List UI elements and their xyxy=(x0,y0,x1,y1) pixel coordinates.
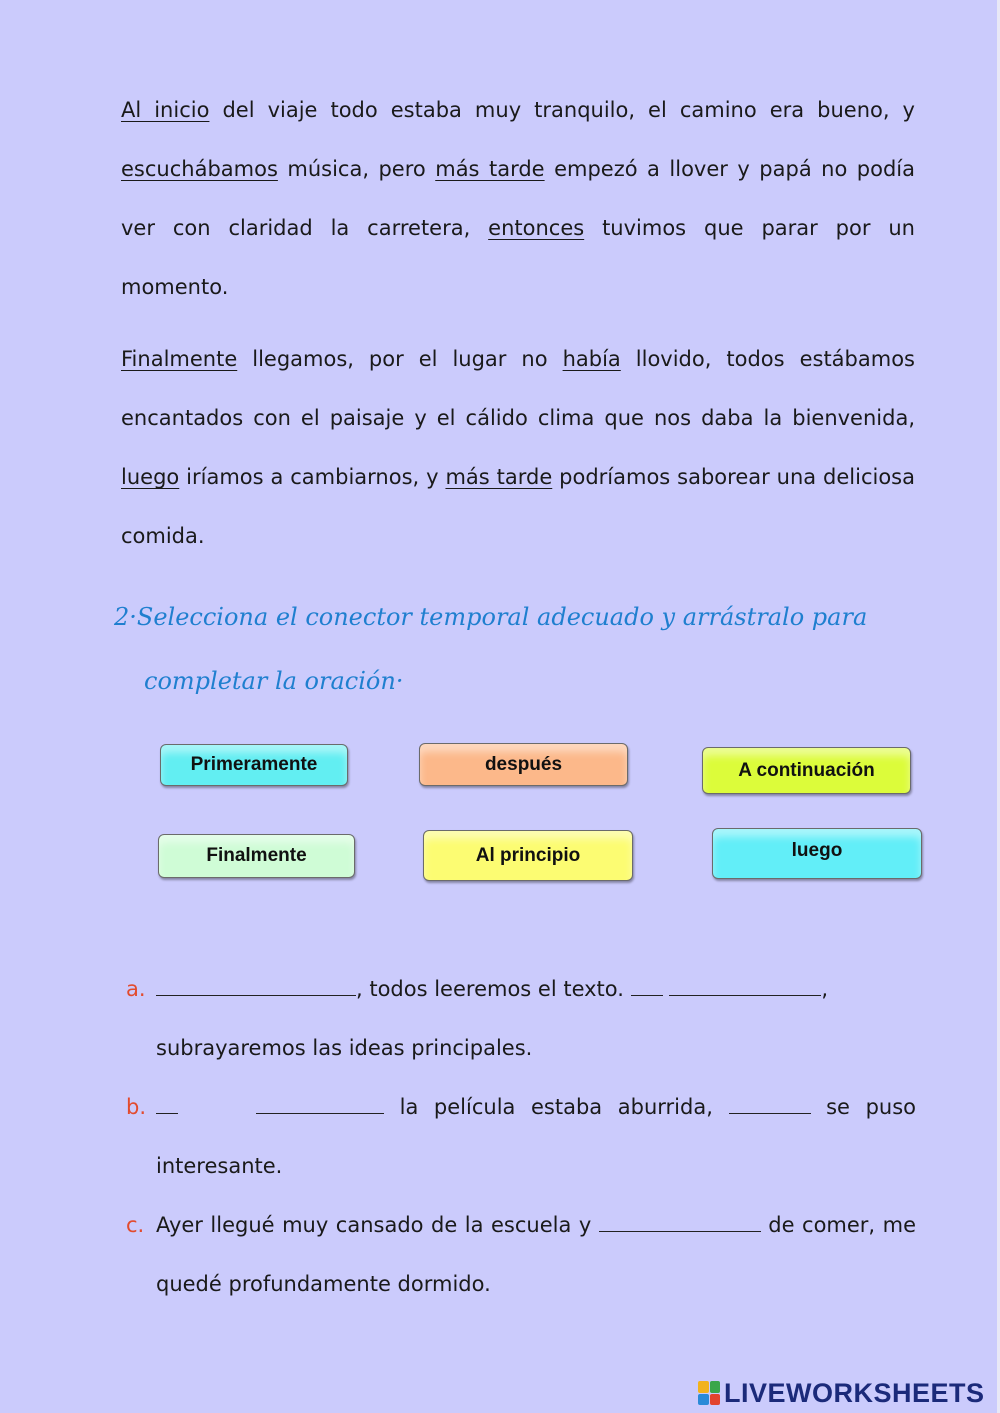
sentence-letter: b. xyxy=(126,1095,147,1119)
sentence-body xyxy=(156,1078,916,1196)
sentence-b xyxy=(126,1078,916,1196)
paragraph-2 xyxy=(121,330,915,566)
paragraph-text: del viaje todo estaba muy tranquilo, el camino era bueno, y xyxy=(209,98,915,122)
sentence-letter: c. xyxy=(126,1213,145,1237)
sentence-text: , xyxy=(821,977,829,1001)
answer-blank[interactable] xyxy=(156,973,356,996)
answer-blank[interactable] xyxy=(669,973,821,996)
underlined-connector: entonces xyxy=(488,216,585,240)
sentence-body xyxy=(156,1196,916,1314)
answer-blank[interactable] xyxy=(156,1091,178,1114)
sentence-text: la película estaba aburrida, xyxy=(384,1095,729,1119)
sentence-text: se puso interesante. xyxy=(156,1095,916,1178)
underlined-connector: luego xyxy=(121,465,180,489)
paragraph-text: podríamos saborear una deliciosa comida. xyxy=(121,465,915,548)
underlined-word: escuchábamos xyxy=(121,157,278,181)
underlined-connector: más tarde xyxy=(445,465,553,489)
sentence-body xyxy=(156,960,916,1078)
underlined-connector: Finalmente xyxy=(121,347,238,371)
chip-al-principio[interactable]: Al principio xyxy=(423,830,633,881)
sentence-text: subrayaremos las ideas principales. xyxy=(156,1036,533,1060)
chip-luego[interactable]: luego xyxy=(712,828,922,879)
answer-blank[interactable] xyxy=(599,1209,761,1232)
answer-blank[interactable] xyxy=(631,973,663,996)
answer-blank[interactable] xyxy=(256,1091,384,1114)
sentence-a xyxy=(126,960,916,1078)
instruction-line-2: completar la oración· xyxy=(144,667,404,695)
underlined-word: había xyxy=(562,347,621,371)
chip-a-continuacion[interactable]: A continuación xyxy=(702,747,911,794)
paragraph-text: música, pero xyxy=(277,157,436,181)
answer-blank[interactable] xyxy=(729,1091,811,1114)
paragraph-text: llegamos, por el lugar no xyxy=(237,347,563,371)
logo-icon xyxy=(698,1381,720,1405)
logo-text: LIVEWORKSHEETS xyxy=(724,1377,985,1408)
paragraph-text: llovido, todos estábamos encantados con el paisaje y el cálido clima que nos daba la bienvenida, xyxy=(121,347,915,430)
paragraph-text: empezó a llover y papá no podía ver con claridad la carretera, xyxy=(121,157,916,240)
underlined-connector: más tarde xyxy=(435,157,545,181)
sentence-c xyxy=(126,1196,916,1314)
chip-primeramente[interactable]: Primeramente xyxy=(160,744,348,786)
paragraph-1 xyxy=(121,81,915,317)
paragraph-text: tuvimos que parar por un momento. xyxy=(121,216,915,299)
instruction-line-1: 2·Selecciona el conector temporal adecuado y arrástralo para xyxy=(114,603,868,631)
sentence-text: , todos leeremos el texto. xyxy=(356,977,624,1001)
instruction xyxy=(114,585,916,713)
liveworksheets-logo xyxy=(698,1377,985,1409)
sentence-text: Ayer llegué muy cansado de la escuela y xyxy=(156,1213,599,1237)
sentence-letter: a. xyxy=(126,977,146,1001)
paragraph-text: iríamos a cambiarnos, y xyxy=(179,465,446,489)
underlined-connector: Al inicio xyxy=(121,98,210,122)
chip-finalmente[interactable]: Finalmente xyxy=(158,834,355,878)
chip-despues[interactable]: después xyxy=(419,743,628,786)
sentence-text: de comer, me quedé profundamente dormido. xyxy=(156,1213,916,1296)
